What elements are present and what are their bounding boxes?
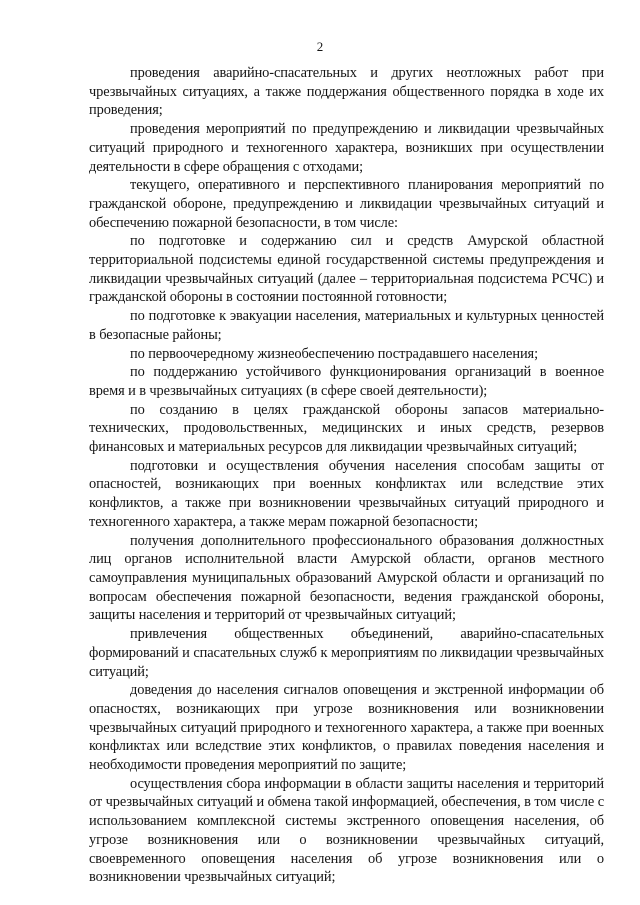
paragraph: проведения мероприятий по предупреждению и ликвидации чрезвычайных ситуаций природного и техногенного характера, возникших при осуществлении деятельности в сфере обращения с отходами; [89, 121, 604, 175]
page-number: 2 [316, 39, 324, 54]
paragraph: текущего, оперативного и перспективного планирования мероприятий по гражданской обороне, предупреждению и ликвидации чрезвычайных ситуаций и обеспечению пожарной безопасности, в том числе: [89, 177, 604, 231]
paragraph: по подготовке к эвакуации населения, материальных и культурных ценностей в безопасные районы; [89, 308, 604, 343]
paragraph: по поддержанию устойчивого функционирования организаций в военное время и в чрезвычайных ситуациях (в сфере своей деятельности); [89, 364, 604, 399]
paragraph: доведения до населения сигналов оповещения и экстренной информации об опасностях, возникающих при угрозе возникновения или возникновении чрезвычайных ситуаций природного и техногенного характера, а также при военных конфликтах или вследствие этих конфликтов, о правилах поведения населения и необходимости проведения мероприятий по защите; [89, 682, 604, 774]
paragraph: подготовки и осуществления обучения населения способам защиты от опасностей, возникающих при военных конфликтах или вследствие этих конфликтов, а также при возникновении чрезвычайных ситуаций природного и техногенного характера, а также мерам пожарной безопасности; [89, 457, 604, 530]
paragraph: получения дополнительного профессионального образования должностных лиц органов исполнительной власти Амурской области, органов местного самоуправления муниципальных образований Амурской области и организаций по вопросам обеспечения пожарной безопасности, ведения гражданской обороны, защиты населения и территорий от чрезвычайных ситуаций; [89, 532, 604, 624]
paragraph: осуществления сбора информации в области защиты населения и территорий от чрезвычайных ситуаций и обмена такой информацией, обеспечения, в том числе с использованием комплексной системы экстренного оповещения населения, об угрозе возникновения или о возникновении чрезвычайных ситуаций, своевременного оповещения населения об угрозе возникновения или о возникновении чрезвычайных ситуаций; [89, 775, 604, 886]
paragraph: проведения аварийно-спасательных и других неотложных работ при чрезвычайных ситуациях, а также поддержания общественного порядка в ходе их проведения; [89, 65, 604, 119]
paragraph: привлечения общественных объединений, аварийно-спасательных формирований и спасательных служб к мероприятиям по ликвидации чрезвычайных ситуаций; [89, 626, 604, 680]
paragraph: по подготовке и содержанию сил и средств Амурской областной территориальной подсистемы единой государственной системы предупреждения и ликвидации чрезвычайных ситуаций (далее – территориальная подсистема РСЧС) и гражданской обороны в состоянии постоянной готовности; [89, 233, 604, 306]
document-body [89, 64, 604, 887]
paragraph: по первоочередному жизнеобеспечению пострадавшего населения; [130, 345, 538, 362]
paragraph: по созданию в целях гражданской обороны запасов материально-технических, продовольственных, медицинских и иных средств, резервов финансовых и материальных ресурсов для ликвидации чрезвычайных ситуаций; [89, 401, 604, 456]
